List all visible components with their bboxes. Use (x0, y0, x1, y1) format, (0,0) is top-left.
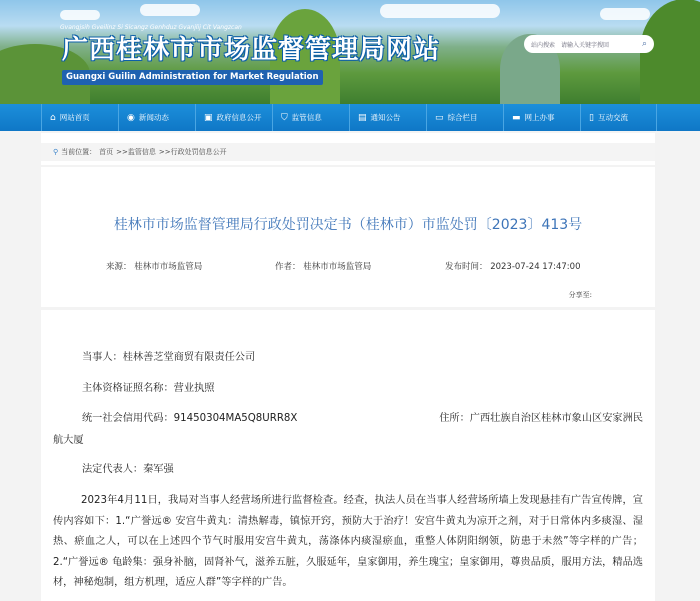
document-icon: ▣ (204, 112, 213, 123)
article-author: 作者： 桂林市市场监管局 (275, 262, 372, 272)
search-icon[interactable]: ⌕ (641, 39, 647, 49)
article-source: 来源： 桂林市市场监管局 (106, 262, 203, 272)
legal-rep-line: 法定代表人：秦军强 (82, 464, 174, 475)
breadcrumb-penalty[interactable]: >>行政处罚信息公开 (158, 148, 227, 156)
nav-label: 网上办事 (524, 113, 555, 122)
location-icon: ⚲ (53, 148, 59, 156)
shield-icon: ⛉ (281, 112, 288, 123)
site-subtitle: Guangxi Guilin Administration for Market Regulation (62, 70, 323, 85)
breadcrumb-home[interactable]: 首页 (99, 148, 114, 156)
article-title: 桂林市市场监督管理局行政处罚决定书（桂林市）市监处罚〔2023〕413号 (113, 217, 583, 233)
nav-interaction[interactable] (580, 104, 657, 131)
share-label[interactable]: 分享至: (568, 291, 592, 299)
nav-label: 新闻动态 (138, 113, 169, 122)
party-line: 当事人：桂林善芝堂商贸有限责任公司 (82, 352, 256, 363)
article-meta (106, 261, 635, 273)
credit-code-line: 统一社会信用代码：91450304MA5Q8URR8X (82, 413, 298, 424)
notice-icon: ▤ (358, 112, 367, 123)
nav-label: 综合栏目 (447, 113, 478, 122)
nav-label: 监管信息 (291, 113, 322, 122)
monitor-icon: ▭ (435, 112, 444, 123)
article-published: 发布时间： 2023-07-24 17:47:00 (445, 262, 581, 272)
article-body (41, 310, 655, 601)
header-banner (0, 0, 700, 104)
findings-paragraph: 2023年4月11日，我局对当事人经营场所进行监督检查。经查，执法人员在当事人经营场所墙上发现悬挂有广告宣传牌，宣传内容如下：1.“广誉远® 安宫牛黄丸：清热解毒，镇惊开窍，预防大于治疗！安宫牛黄丸为凉开之剂，对于日常体内多痰湿、湿热、瘀血之人，可以在上述四个节气时服用安宫牛黄丸，荡涤体内痰湿瘀血，重整人体阴阳纲领，防患于未然”等字样的广告；2.“广誉远® 龟龄集：强身补脑，固肾补气，滋养五脏，久服延年，皇家御用，养生瑰宝；皇家御用，尊贵品质，服用方法，精品选材，神秘炮制，组方机理，适应人群”等字样的广告。 (53, 495, 643, 588)
news-icon: ◉ (127, 112, 135, 123)
nav-comprehensive[interactable] (426, 104, 503, 131)
nav-news[interactable] (118, 104, 195, 131)
breadcrumb-label: 当前位置： (61, 148, 97, 156)
nav-label: 政府信息公开 (216, 113, 262, 122)
main-nav (0, 104, 700, 131)
nav-label: 互动交流 (597, 113, 628, 122)
search-box[interactable] (524, 35, 654, 53)
search-input[interactable]: 请输入关键字搜回 (561, 41, 610, 49)
breadcrumb-supervision[interactable]: >>监管信息 (116, 148, 156, 156)
search-label: 站内搜索 (531, 41, 556, 49)
site-pinyin: Gvangjsih Gveilinz Si Sicangz Genhduz Gvanjlij Cit Vangzcan (60, 24, 242, 31)
exchange-icon: ▯ (589, 112, 594, 123)
site-title: 广西桂林市市场监督管理局网站 (62, 35, 441, 65)
nav-label: 网站首页 (59, 113, 90, 122)
nav-supervision[interactable] (272, 104, 349, 131)
credit-address-row (82, 412, 643, 426)
breadcrumb (41, 143, 655, 161)
address-line: 住所：广西壮族自治区桂林市象山区安家洲民 (439, 413, 643, 424)
nav-label: 通知公告 (370, 113, 401, 122)
nav-home[interactable] (41, 104, 118, 131)
nav-online-service[interactable] (503, 104, 580, 131)
chat-icon: ▬ (512, 112, 521, 123)
home-icon: ⌂ (50, 112, 56, 123)
license-line: 主体资格证照名称：营业执照 (82, 383, 215, 394)
article-header (41, 167, 655, 307)
address-cont: 航大厦 (53, 435, 84, 446)
nav-notice[interactable] (349, 104, 426, 131)
nav-gov-info[interactable] (195, 104, 272, 131)
